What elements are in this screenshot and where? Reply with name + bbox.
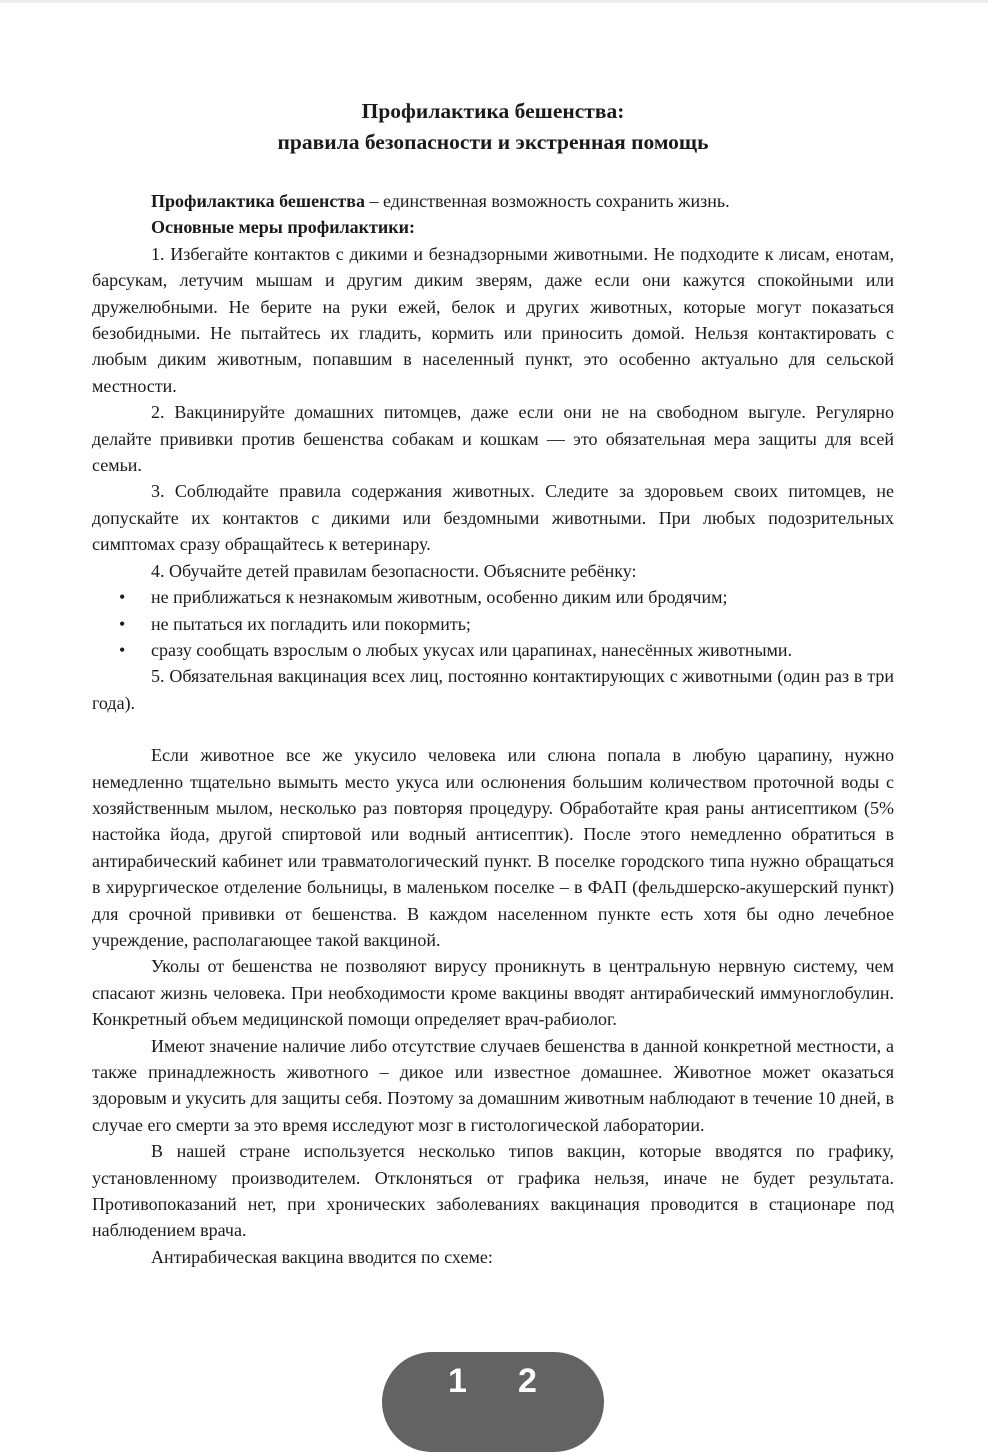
measure-2-paragraph: 2. Вакцинируйте домашних питомцев, даже если они не на свободном выгуле. Регулярно делайте прививки против бешенства собакам и кошкам — это обязательная мера защиты для всей семьи. [92, 402, 894, 476]
injections-paragraph: Уколы от бешенства не позволяют вирусу проникнуть в центральную нервную систему, чем спасают жизнь человека. При необходимости кроме вакцины вводят антирабический иммуноглобулин. Конкретный объем медицинской помощи определяет врач-рабиолог. [92, 956, 894, 1030]
bullet-icon: • [119, 587, 126, 608]
measures-heading: Основные меры профилактики: [151, 217, 415, 238]
bite-first-aid-paragraph: Если животное все же укусило человека или слюна попала в любую царапину, нужно немедленно тщательно вымыть место укуса или ослюнения большим количеством проточной воды с хозяйственным мылом, несколько раз повторяя процедуру. Обработайте края раны антисептиком (5% настойка йода, другой спиртовой или водный антисептик). После этого немедленно обратиться в антирабический кабинет или травматологический пункт. В поселке городского типа нужно обращаться в хирургическое отделение больницы, в маленьком поселке – в ФАП (фельдшерско-акушерский пункт) для срочной прививки от бешенства. В каждом населенном пункте есть хотя бы одно лечебное учреждение, располагающее такой вакциной. [92, 745, 894, 950]
document-page [92, 96, 894, 1270]
intro-bold-term: Профилактика бешенства [151, 191, 365, 211]
list-item-text: не пытаться их погладить или покормить; [151, 613, 471, 634]
title-line-2: правила безопасности и экстренная помощь [277, 130, 709, 154]
measure-5-paragraph: 5. Обязательная вакцинация всех лиц, постоянно контактирующих с животными (один раз в три года). [92, 666, 894, 713]
observation-paragraph: Имеют значение наличие либо отсутствие случаев бешенства в данной конкретной местности, а также принадлежность животного – дикое или известное домашнее. Животное может оказаться здоровым и укусить для защиты себя. Поэтому за домашним животным наблюдают в течение 10 дней, в случае его смерти за это время исследуют мозг в гистологической лаборатории. [92, 1035, 894, 1135]
list-item-text: сразу сообщать взрослым о любых укусах или царапинах, нанесённых животными. [151, 639, 793, 660]
bullet-icon: • [119, 639, 126, 660]
title-line-1: Профилактика бешенства: [361, 99, 625, 123]
measure-3-paragraph: 3. Соблюдайте правила содержания животных. Следите за здоровьем своих питомцев, не допускайте их контактов с дикими или бездомными животными. При любых подозрительных симптомах сразу обращайтесь к ветеринару. [92, 481, 894, 555]
total-pages-number: 2 [518, 1362, 537, 1400]
bullet-icon: • [119, 613, 126, 634]
list-item [92, 637, 894, 663]
list-item-text: не приближаться к незнакомым животным, особенно диким или бродячим; [151, 587, 728, 608]
document-title [92, 96, 894, 158]
vaccine-scheme-paragraph: Антирабическая вакцина вводится по схеме: [151, 1246, 493, 1267]
list-item [92, 611, 894, 637]
intro-text: – единственная возможность сохранить жизнь. [364, 191, 730, 211]
intro-paragraph [92, 188, 894, 214]
vaccines-paragraph: В нашей стране используется несколько типов вакцин, которые вводятся по графику, установленному производителем. Отклоняться от графика нельзя, иначе не будет результата. Противопоказаний нет, при хронических заболеваниях вакцинация проводится в стационаре под наблюдением врача. [92, 1141, 894, 1241]
child-safety-list [92, 584, 894, 663]
current-page-number: 1 [448, 1362, 467, 1400]
measure-4-paragraph: 4. Обучайте детей правилам безопасности. Объясните ребёнку: [151, 560, 637, 581]
viewer-top-edge [0, 0, 988, 3]
list-item [92, 584, 894, 610]
measure-1-paragraph: 1. Избегайте контактов с дикими и безнадзорными животными. Не подходите к лисам, енотам, барсукам, летучим мышам и другим диким зверям, даже если они кажутся спокойными или дружелюбными. Не берите на руки ежей, белок и других животных, которые могут показаться безобидными. Не пытайтесь их гладить, кормить или приносить домой. Нельзя контактировать с любым диким животным, попавшим в населенный пункт, это особенно актуально для сельской местности. [92, 243, 894, 396]
page-indicator[interactable] [382, 1352, 604, 1452]
